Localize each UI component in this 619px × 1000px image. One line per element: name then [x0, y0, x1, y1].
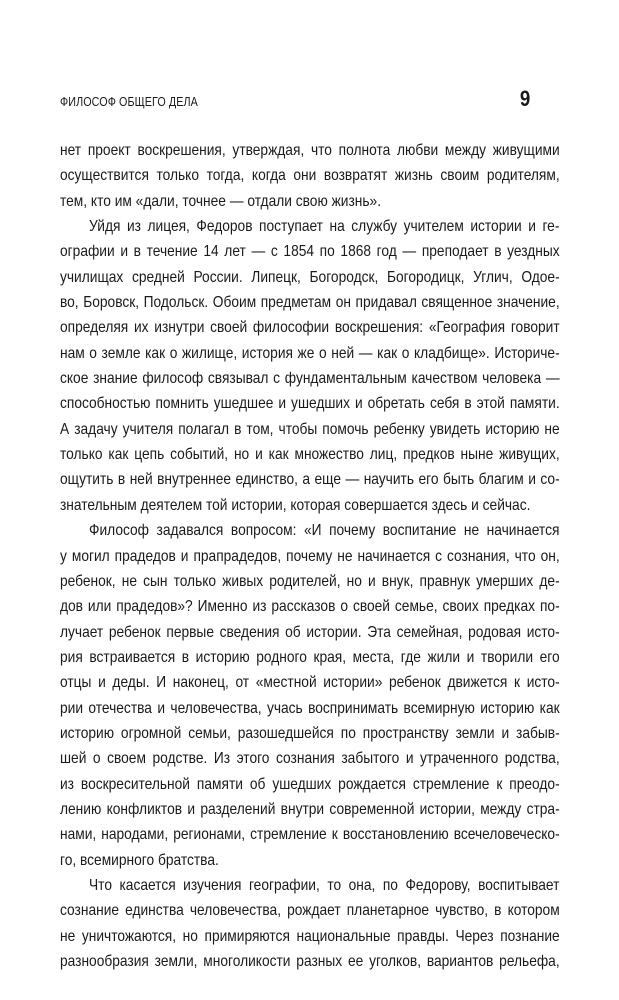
text-line — [60, 518, 560, 543]
text-line — [60, 746, 560, 771]
text-line-content: ское знание философ связывал с фундаментальным качеством человека — — [60, 370, 560, 388]
text-line — [60, 366, 560, 391]
text-line-content: Философ задавался вопросом: «И почему воспитание не начинается — [89, 522, 560, 540]
text-line-content: рия встраивается в историю родного края, места, где жили и творили его — [60, 648, 560, 666]
text-line — [60, 645, 560, 670]
text-line-content: нет проект воскрешения, утверждая, что полнота любви между живущими — [60, 142, 560, 159]
text-line-content: нами, народами, регионами, стремление к восстановлению всечеловеческо- — [60, 826, 560, 844]
text-line-content: ребенок, не сын только живых родителей, но и внук, правнук умерших де- — [60, 572, 560, 590]
running-title: ФИЛОСОФ ОБЩЕГО ДЕЛА — [60, 95, 198, 109]
text-line — [60, 315, 560, 340]
text-line-content: знательным деятелем той истории, которая совершается здесь и сейчас. — [60, 496, 531, 514]
text-line-content: рии отечества и человечества, учась воспринимать всемирную историю как — [60, 699, 560, 717]
text-line-content: ощутить в ней внутреннее единство, а еще — научить его быть благим и со- — [60, 471, 560, 489]
text-line — [60, 265, 560, 290]
text-line — [60, 239, 560, 264]
text-line — [60, 721, 560, 746]
text-line — [60, 341, 560, 366]
text-line — [60, 848, 560, 873]
text-line-content: из воскресительной памяти об ушедших рождается стремление к преодо- — [60, 775, 560, 793]
text-line-content: шей о своем родстве. Из этого сознания забытого и утраченного родства, — [60, 750, 560, 768]
text-line — [60, 391, 560, 416]
text-line-content: тем, кто им «дали, точнее — отдали свою жизнь». — [60, 192, 382, 210]
text-line — [60, 417, 560, 442]
text-line — [60, 898, 560, 923]
text-line — [60, 949, 560, 974]
text-line — [60, 163, 560, 188]
text-line — [60, 696, 560, 721]
text-line — [60, 290, 560, 315]
text-line-content: Уйдя из лицея, Федоров поступает на службу учителем истории и ге- — [89, 218, 560, 236]
text-line — [60, 924, 560, 949]
text-line-content: ографии и в течение 14 лет — с 1854 по 1868 год — преподает в уездных — [60, 243, 560, 261]
text-line-content: осуществится только тогда, когда они возвратят жизнь своим родителям, — [60, 167, 560, 185]
text-line-content: во, Боровск, Подольск. Обоим предметам он придавал священное значение, — [60, 294, 560, 312]
text-line — [60, 544, 560, 569]
text-line-content: лению конфликтов и разделений внутри современной истории, между стра- — [60, 800, 560, 818]
text-line-content: лучает ребенок первые сведения об истории. Эта семейная, родовая исто- — [60, 623, 560, 641]
text-line-content: сознание единства человечества, рождает планетарное чувство, в котором — [60, 902, 560, 920]
text-line-content: нам о земле как о жилище, история же о ней — как о кладбище». Историче- — [60, 344, 560, 362]
text-line-content: А задачу учителя полагал в том, чтобы помочь ребенку увидеть историю не — [60, 420, 560, 438]
page-number: 9 — [519, 86, 530, 111]
text-line-content: разнообразия земли, многоликости разных ее уголков, вариантов рельефа, — [60, 953, 560, 970]
text-line — [60, 493, 560, 518]
text-line-content: дов или прадедов»? Именно из рассказов о своей семье, своих предках по- — [60, 598, 560, 616]
text-line — [60, 594, 560, 619]
text-line — [60, 873, 560, 898]
text-line-content: у могил прадедов и прапрадедов, почему не начинается с сознания, что он, — [60, 547, 560, 565]
text-line-content: определяя их изнутри своей философии воскрешения: «География говорит — [60, 319, 560, 337]
text-line-content: отцы и деды. И наконец, от «местной истории» ребенок движется к исто- — [60, 674, 560, 692]
text-line-content: историю огромной семьи, разошедшейся по пространству земли и забыв- — [60, 724, 560, 742]
text-line — [60, 189, 560, 214]
text-line — [60, 772, 560, 797]
text-line — [60, 822, 560, 847]
text-line — [60, 670, 560, 695]
text-line-content: училищах средней России. Липецк, Богородск, Богородицк, Углич, Одое- — [60, 268, 560, 286]
text-line-content: только как цепь событий, но и как множество лиц, предков ныне живущих, — [60, 446, 560, 464]
body-text — [60, 138, 560, 974]
text-line — [60, 467, 560, 492]
text-line-content: го, всемирного братства. — [60, 851, 219, 869]
text-line — [60, 138, 560, 163]
text-line-content: Что касается изучения географии, то она, по Федорову, воспитывает — [89, 876, 560, 894]
text-line-content: способностью помнить ушедшее и ушедших и обретать себя в этой памяти. — [60, 395, 560, 413]
text-line — [60, 214, 560, 239]
text-line — [60, 442, 560, 467]
text-line — [60, 797, 560, 822]
text-line — [60, 620, 560, 645]
text-line — [60, 569, 560, 594]
text-line-content: не уничтожаются, но примиряются национальные правды. Через познание — [60, 927, 560, 945]
